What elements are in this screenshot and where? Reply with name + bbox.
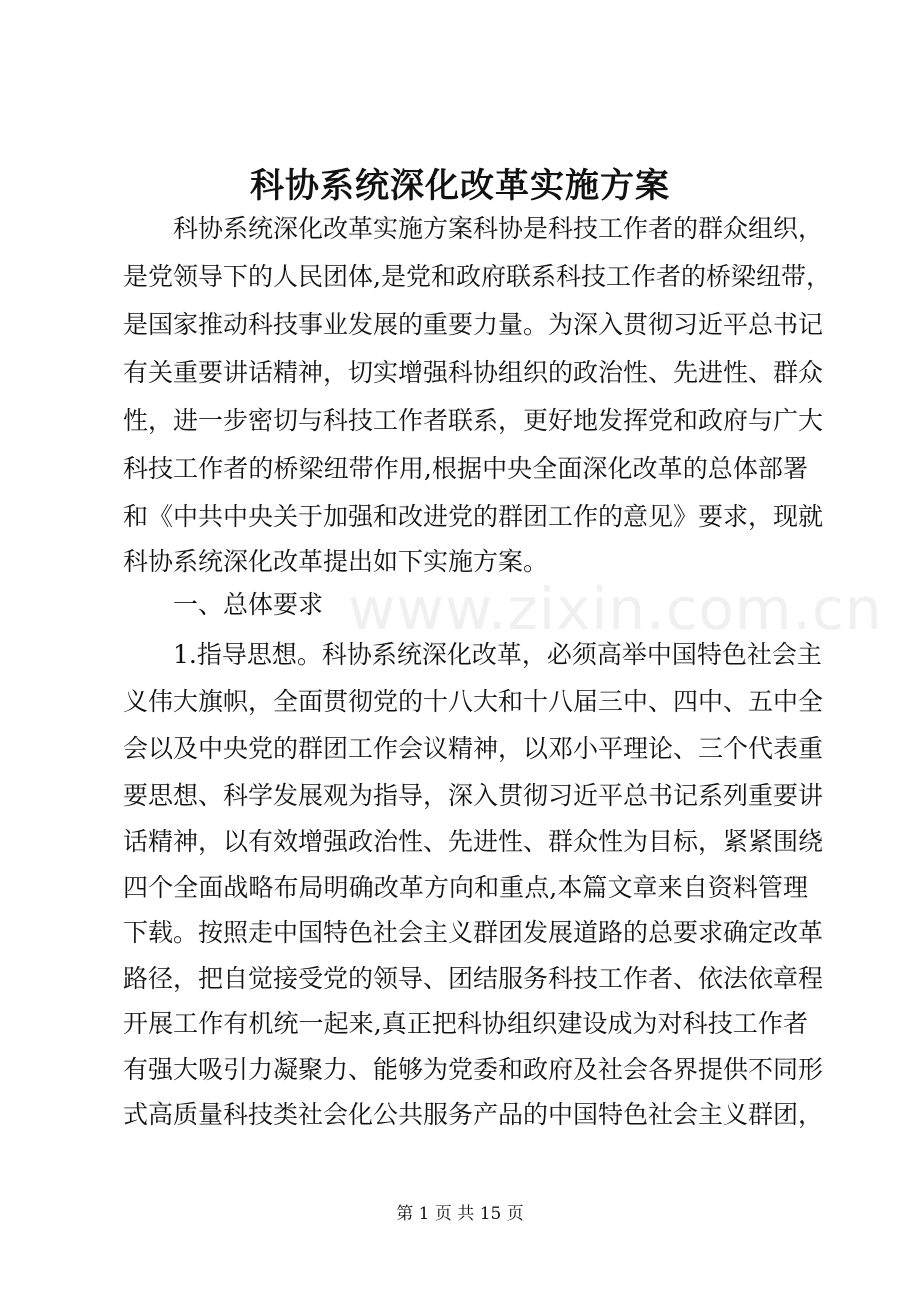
- body-line: 下载。按照走中国特色社会主义群团发展道路的总要求确定改革: [123, 918, 824, 947]
- body-line: 是国家推动科技事业发展的重要力量。为深入贯彻习近平总书记: [123, 310, 824, 339]
- body-line: 科协系统深化改革实施方案科协是科技工作者的群众组织，: [123, 214, 824, 243]
- body-line: 话精神，以有效增强政治性、先进性、群众性为目标，紧紧围绕: [123, 827, 824, 856]
- body-line: 1.指导思想。科协系统深化改革，必须高举中国特色社会主: [123, 640, 822, 669]
- body-line: 科协系统深化改革提出如下实施方案。: [123, 547, 549, 576]
- body-line: 义伟大旗帜，全面贯彻党的十八大和十八届三中、四中、五中全: [123, 687, 824, 716]
- page-title: 科协系统深化改革实施方案: [250, 166, 670, 206]
- body-line: 和《中共中央关于加强和改进党的群团工作的意见》要求，现就: [123, 502, 824, 531]
- body-line: 会以及中央党的群团工作会议精神，以邓小平理论、三个代表重: [123, 734, 824, 763]
- body-line: 开展工作有机统一起来,真正把科协组织建设成为对科技工作者: [123, 1009, 808, 1038]
- body-line: 科技工作者的桥梁纽带作用,根据中央全面深化改革的总体部署: [123, 454, 808, 483]
- body-line: 有关重要讲话精神，切实增强科协组织的政治性、先进性、群众: [123, 358, 824, 387]
- page-footer: 第 1 页 共 15 页: [396, 1204, 524, 1224]
- watermark: www.zixin.com.cn: [348, 575, 883, 643]
- body-line: 是党领导下的人民团体,是党和政府联系科技工作者的桥梁纽带，: [123, 262, 831, 291]
- body-line: 要思想、科学发展观为指导，深入贯彻习近平总书记系列重要讲: [123, 781, 824, 810]
- body-line: 四个全面战略布局明确改革方向和重点,本篇文章来自资料管理: [123, 873, 808, 902]
- body-line: 式高质量科技类社会化公共服务产品的中国特色社会主义群团，: [123, 1100, 824, 1129]
- section-heading: 一、总体要求: [123, 590, 324, 619]
- body-line: 路径，把自觉接受党的领导、团结服务科技工作者、依法依章程: [123, 964, 824, 993]
- body-line: 性，进一步密切与科技工作者联系，更好地发挥党和政府与广大: [123, 406, 824, 435]
- body-line: 有强大吸引力凝聚力、能够为党委和政府及社会各界提供不同形: [123, 1055, 824, 1084]
